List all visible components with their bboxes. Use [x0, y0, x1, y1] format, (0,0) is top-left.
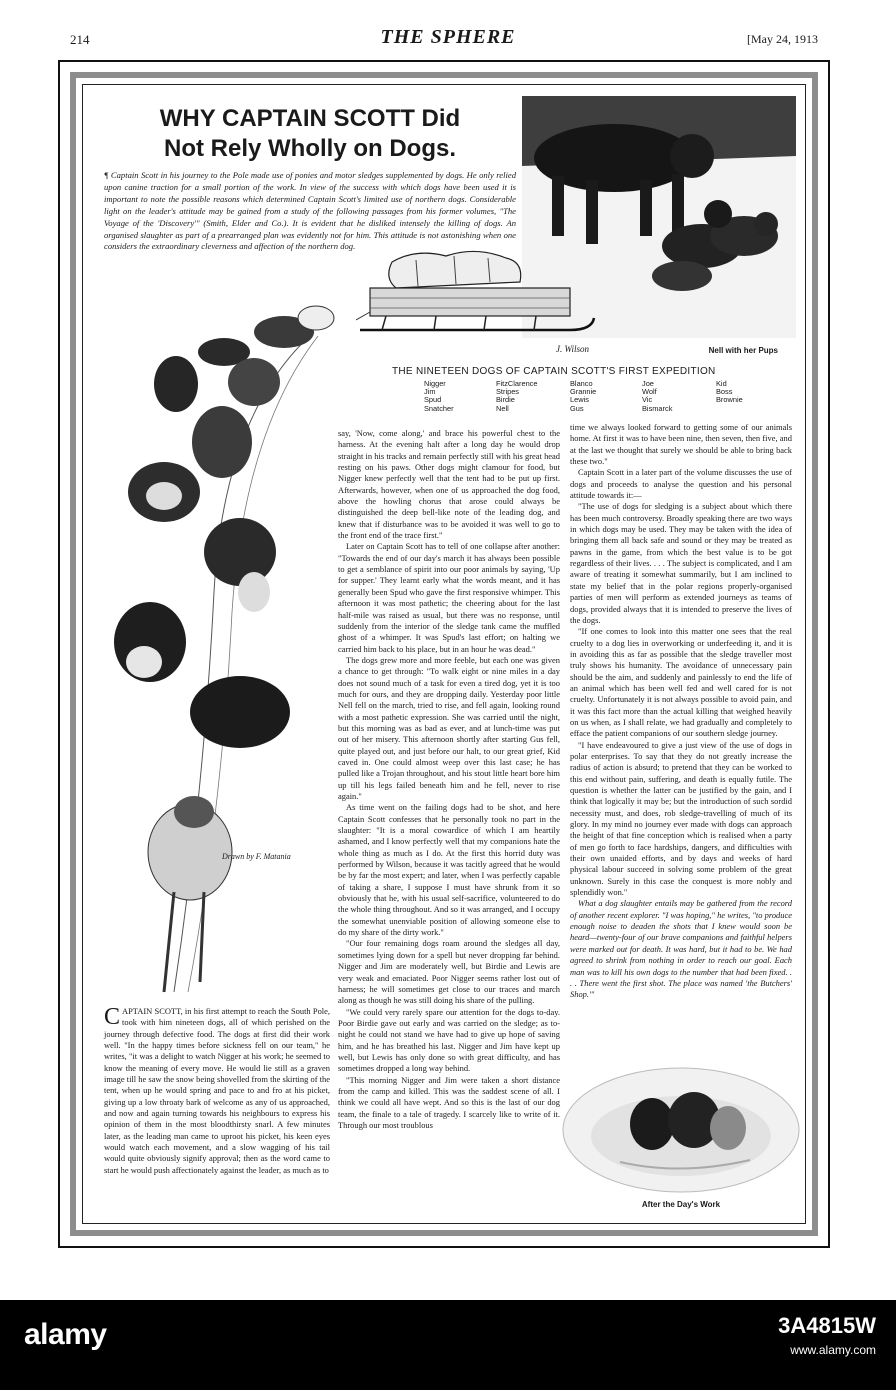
intro-paragraph: ¶ Captain Scott in his journey to the Pole made use of ponies and motor sledges supplemented by dogs. He only relied upon canine traction for a small portion of the work. In view of the success with which dogs have been used it is important to note the possible reasons which determined Captain Scott's limited use of northern dogs. Considerable light on the leader's attitude may be gained from a study of the following passages from his former volumes, "The Voyage of the 'Discovery'" (Smith, Elder and Co.). It is evident that he disliked intensely the killing of dogs. An organised slaughter as part of a prearranged plan was evidently not for him. This attitude is not astonishing when one considers the extraordinary cleverness and affection of the northern dog. — [104, 170, 516, 252]
paragraph: Captain Scott in a later part of the volume discusses the use of dogs and proceeds to analyse the question and his personal attitude towards it:— — [570, 467, 792, 501]
paragraph: time we always looked forward to getting some of our animals home. At first it was to have been nine, then seven, then five, and at the last we thought that surely we should be able to bring back these two." — [570, 422, 792, 467]
paragraph: As time went on the failing dogs had to be shot, and here Captain Scott confesses that he personally took no part in the slaughter: "It is a moral cowardice of which I am heartily ashamed, and I know perfectly well that my companions hate the whole thing as much as I do. At the first this horrid duty was performed by Wilson, because it was tacitly agreed that he would be by far the most expert; and later, when I was perfectly capable of taking a share, I suppose I must have shrunk from it so obviously that he, with his usual self-sacrifice, volunteered to do the whole thing throughout. And so it was arranged, and I occupy the somewhat unenviable position of allowing someone else to do my share of the dirty work." — [338, 802, 560, 938]
paragraph: say, 'Now, come along,' and brace his powerful chest to the harness. At the evening halt after a long day he would drop straight in his tracks and remain perfectly still with his great head resting on his paws. Other dogs might clamour for food, but Nigger knew perfectly well that the tent had to be put up first. Afterwards, however, when one of us approached the dog food, above the howling chorus that arose could always be distinguished the deep bell-like note of the leading dog, and knew that if disturbance was to be avoided it was well to go to the front end of the trace first." — [338, 428, 560, 541]
dog-list-title: THE NINETEEN DOGS OF CAPTAIN SCOTT'S FIRST EXPEDITION — [392, 366, 716, 377]
paragraph: "The use of dogs for sledging is a subject about which there has been much controversy. Broadly speaking there are two ways in which dogs may be used. They may be taken with the idea of bringing them all back safe and sound or they may be treated as pawns in the game, from which the best value is to be got regardless of their lives. . . . The subject is complicated, and I am aware of treating it somewhat summarily, but I am inclined to state my belief that in the polar regions properly-organised parties of men will perform as extended journeys as teams of dogs, provided always that it is intended to preserve the lives of the dogs. — [570, 501, 792, 625]
paragraph: What a dog slaughter entails may be gathered from the record of another recent explorer. "I was hoping," he writes, "to produce enough noise to deaden the shots that I knew would soon be heard—twenty-four of our brave companions and faithful helpers were marked out for death. It was hard, but it had to be. We had agreed to shrink from nothing in order to reach our goal. Each man was to kill his own dogs to the number that had been fixed. . . . There went the first shot. The place was named 'the Butchers' Shop.'" — [570, 898, 792, 1000]
watermark-strip — [0, 1300, 896, 1390]
caption-nell-with-pups: Nell with her Pups — [708, 346, 778, 355]
paragraph: Later on Captain Scott has to tell of one collapse after another: "Towards the end of our day's march it has always been possible to get a semblance of spirit into our poor animals by saying, 'Up for supper.' They learnt early what the words meant, and it has generally been Spud who gave the first responsive whimper. This afternoon it was most pathetic; the cheering about for the last half-mile was raised as usual, but there was no response, until suddenly from the interior of the sledge tank came the muffled ghost of a whimper. It was Spud's last effort; on halting we carried him back to his place, but in an hour he was dead." — [338, 541, 560, 654]
dog-name: Wolf — [642, 387, 657, 397]
dog-name: Grannie — [570, 387, 597, 397]
dog-name: Joe — [642, 379, 654, 388]
dog-list-column — [570, 380, 596, 413]
image-id: 3A4815W — [778, 1313, 876, 1338]
caption-after-days-work: After the Day's Work — [641, 1200, 721, 1209]
paragraph: "This morning Nigger and Jim were taken a short distance from the camp and killed. This was the saddest scene of all. I think we could all have wept. And so this is the last of our dog team, the finale to a tale of tragedy. I scarcely like to write of it. Through our most troublous — [338, 1074, 560, 1130]
masthead: THE SPHERE — [380, 26, 516, 48]
dog-name: Vic — [642, 395, 653, 405]
dog-name: Boss — [716, 387, 733, 397]
dog-name: Lewis — [570, 395, 589, 405]
dog-name: Spud — [424, 395, 442, 405]
paragraph: CAPTAIN SCOTT, in his first attempt to reach the South Pole, took with him nineteen dogs, all of which perished on the journey through defective food. The dogs at first did their work well. "In the happy times before sickness fell on our team," he writes, "it was a delight to watch Nigger at his work; he seemed to know the meaning of every move. He would lie still as a graven image till he saw the snow being shovelled from the skirting of the tent, when up he would spring and pace to and fro at his picket, giving up a low throaty bark of welcome as any of us approached, and now and again turning towards his neighbours to express his opinion of them in the most bloodthirsty snarl. A few minutes later, as the leading man came to uproot his picket, his keen eyes would watch each movement, and a slow wagging of his tail would quite obviously signify approval; then as the word came to start he would push affectionately against the leader, as much as to — [104, 1004, 330, 1175]
sledge-illustration — [356, 248, 600, 348]
photo-after-days-work — [560, 1066, 802, 1194]
paragraph: "Our four remaining dogs roam around the sledges all day, sometimes lying down for a spell but never dropping far behind. Nigger and Jim are moderately well, but Birdie and Lewis are very weak and emaciated. Poor Nigger seems rather lost out of harness; he will sometimes get close to our traces and march along as though he was still doing his share of the pulling. — [338, 938, 560, 1006]
headline — [100, 104, 520, 164]
dog-name: Stripes — [496, 387, 520, 397]
page-number: 214 — [70, 32, 90, 47]
dog-name: Brownie — [716, 395, 743, 405]
headline-line-2: Not Rely Wholly on Dogs. — [164, 135, 456, 162]
dog-list-column — [642, 380, 672, 413]
issue-date: [May 24, 1913 — [747, 32, 818, 46]
dog-list-column — [496, 380, 537, 413]
drop-cap: C — [104, 1004, 121, 1030]
article-column-3 — [570, 422, 792, 1001]
page-header — [0, 26, 896, 50]
dog-list-column — [424, 380, 454, 413]
dog-name: Blanco — [570, 379, 593, 388]
article-column-1 — [104, 1006, 330, 1176]
watermark-logo: alamy — [24, 1318, 107, 1351]
article-column-2 — [338, 428, 560, 1131]
dog-name: Jim — [424, 387, 436, 397]
illustration-credit: Drawn by F. Matania — [222, 852, 291, 861]
watermark-image-id — [778, 1314, 876, 1362]
dog-name: Bismarck — [642, 403, 673, 413]
paragraph: "I have endeavoured to give a just view of the use of dogs in polar enterprises. To say that they do not greatly increase the radius of action is absurd; to pretend that they can be worked to this end without pain, suffering, and death is equally futile. The question is whether the latter can be justified by the gain, and I think that logically it may be; but the introduction of such sordid necessity must, and does, rob sledge-travelling of much of its glory. In my mind no journey ever made with dogs can approach the height of that fine conception which is realised when a party of men go forth to face hardships, dangers, and difficulties with their own unaided efforts, and by days and weeks of hard physical labour succeed in solving some problem of the great unknown. Surely in this case the conquest is more nobly and splendidly won." — [570, 739, 792, 898]
headline-line-1: WHY CAPTAIN SCOTT Did — [159, 105, 461, 132]
dog-name: Kid — [716, 379, 727, 388]
paragraph: "If one comes to look into this matter one sees that the real cruelty to a dog lies in overworking or underfeeding it, and it is in avoiding this as far as possible that the sledge traveller most truly shows his humanity. The avoidance of unnecessary pain should be the aim, and suddenly and painlessly to end the life of an animal which has been well fed and well cared for is not cruelty. Unfortunately it is not always possible to avoid pain, and it was this fact more than the actual killing that weighed heavily on us when, as I shall relate, we had gradually and completely to efface the patient companions of our southern sledge journey. — [570, 626, 792, 739]
artist-signature: J. Wilson — [556, 344, 589, 354]
paragraph: The dogs grew more and more feeble, but each one was given a chance to get through: "To walk eight or nine miles in a day does not sound much of a task for even a tired dog, yet it is too much for ours, and they are dropping daily. Yesterday poor little Nell fell on the march, tried to rise, and fell again, looking round with a most pathetic expression. She was carried until the night, but this morning was as bad as ever, and at lunch-time was put out of her misery. This afternoon shortly after starting Gus fell, quite played out, and just before our halt, to our great grief, Kid caved in. One could almost weep over this last case; he has pulled like a Trojan throughout, and his stout little heart bore him up till his legs failed beneath him and he fell, never to rise again." — [338, 654, 560, 801]
dog-name: Gus — [570, 403, 584, 413]
dog-name: Nigger — [424, 379, 446, 388]
paragraph: "We could very rarely spare our attention for the dogs to-day. Poor Birdie gave out early and was carried on the sledge; as to-night he could not stand we have had to give up hope of saving him, and he has breathed his last. Nigger and Jim have kept up well, but Lewis has only done so with great difficulty, and has sometimes dropped a long way behind. — [338, 1006, 560, 1074]
dog-name: Nell — [496, 403, 509, 413]
dog-name: Snatcher — [424, 403, 454, 413]
dog-name: FitzClarence — [496, 379, 538, 388]
dog-name: Birdie — [496, 395, 515, 405]
dog-list-column — [716, 380, 743, 405]
watermark-url: www.alamy.com — [790, 1343, 876, 1357]
dog-team-illustration — [104, 292, 344, 1000]
